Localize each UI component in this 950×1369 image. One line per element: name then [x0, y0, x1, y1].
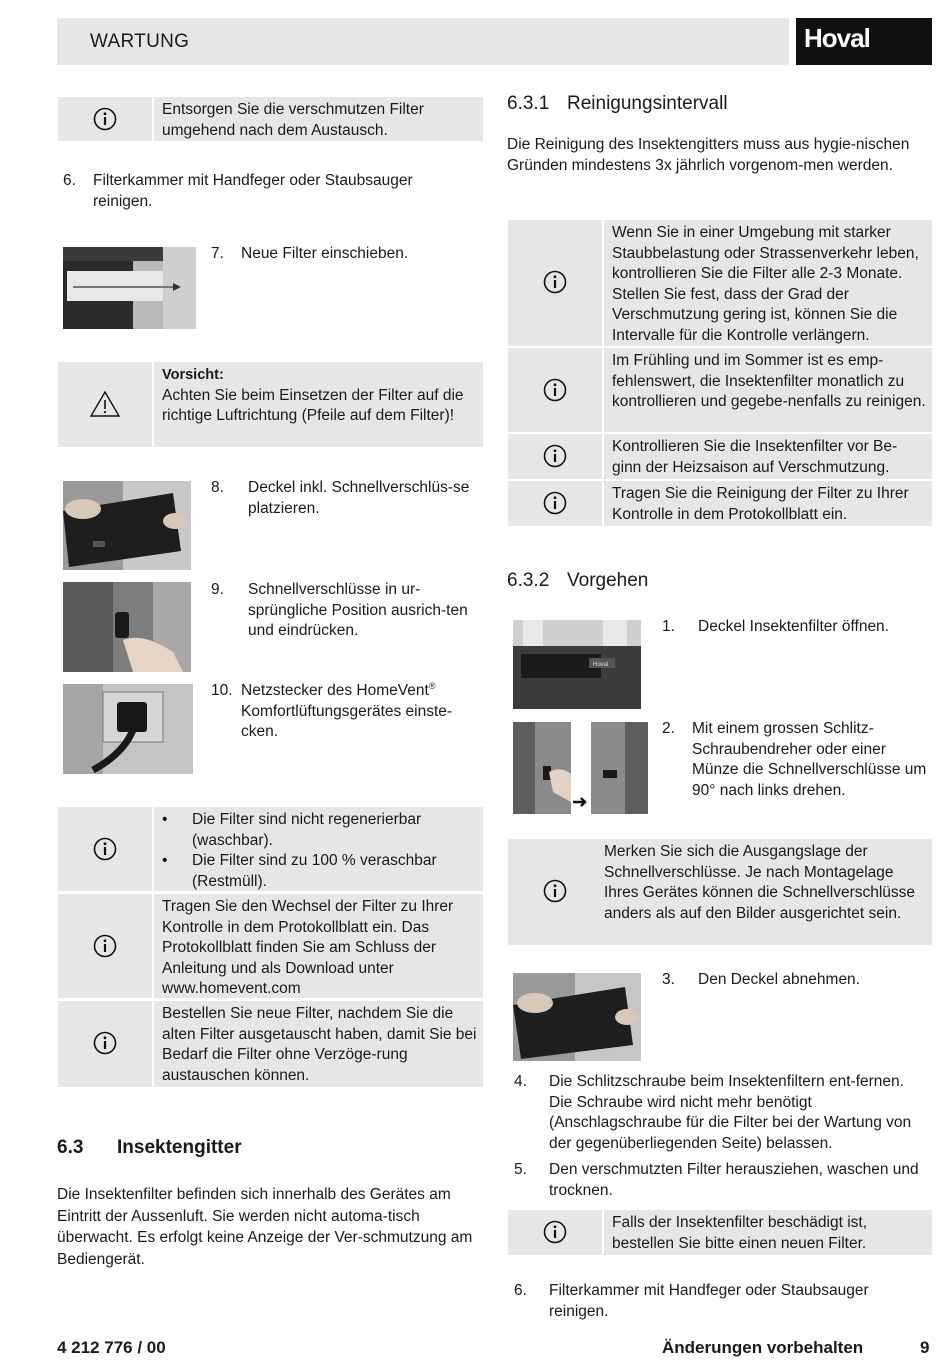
info-icon — [93, 1031, 117, 1055]
info-box-icon-cell — [58, 894, 152, 998]
step-text: Schnellverschlüsse in ur-sprüngliche Position ausrich-ten und eindrücken. — [248, 581, 468, 639]
photo-open-cover — [513, 620, 641, 709]
note-text: Kontrollieren Sie die Insektenfilter vor Be-ginn der Heizsaison auf Verschmutzung. — [612, 438, 898, 476]
step-text: Filterkammer mit Handfeger oder Staubsauger reinigen. — [93, 172, 413, 210]
info-box-position — [598, 839, 932, 945]
info-box-icon-cell — [508, 1210, 602, 1255]
step-number: 2. — [662, 720, 675, 737]
list-item: • Die Filter sind nicht regenerierbar (waschbar). — [162, 811, 422, 849]
info-box-icon-cell — [508, 839, 602, 945]
info-box-dust — [604, 220, 932, 346]
note-text: Bestellen Sie neue Filter, nachdem Sie die alten Filter ausgetauscht haben, damit Sie bei Bedarf die Filter ohne Verzöge-rung austauschen können. — [162, 1005, 477, 1084]
info-box-dispose — [154, 97, 483, 141]
info-icon — [543, 879, 567, 903]
footer-notice: Änderungen vorbehalten — [662, 1338, 864, 1357]
step-text: Deckel Insektenfilter öffnen. — [698, 618, 889, 635]
info-box-icon-cell — [58, 97, 152, 141]
note-text: Entsorgen Sie die verschmutzen Filter umgehend nach dem Austausch. — [162, 101, 424, 139]
step-text — [241, 681, 481, 743]
section-number: 6.3 — [57, 1137, 84, 1158]
step-text-b: Komfortlüftungsgerätes einste-cken. — [241, 702, 453, 740]
info-box-record — [604, 481, 932, 526]
bullet-mark: • — [162, 852, 168, 869]
step-text: Die Schlitzschraube beim Insektenfiltern ent-fernen. Die Schraube wird nicht mehr benötigt (Anschlagschraube für die Filter bei der Wartung von der gegenüberliegenden Seite) belassen. — [549, 1073, 912, 1152]
note-text: Merken Sie sich die Ausgangslage der Schnellverschlüsse. Je nach Montagelage Ihres Gerätes können die Schnellverschlüsse anders als auf den Bilder ausgerichtet sein. — [604, 843, 916, 922]
info-icon — [543, 444, 567, 468]
info-box-icon-cell — [508, 220, 602, 346]
page-number: 9 — [920, 1338, 930, 1357]
info-icon — [543, 1220, 567, 1244]
step-text: Neue Filter einschieben. — [241, 245, 409, 262]
step-text: Den Deckel abnehmen. — [698, 971, 860, 988]
step-number: 10. — [211, 682, 233, 699]
warning-triangle-icon — [89, 390, 121, 418]
info-box-season — [604, 434, 932, 479]
hoval-logo: Hoval — [796, 18, 932, 65]
photo-filter-insert — [63, 247, 196, 329]
step-number: 4. — [514, 1073, 527, 1090]
step-number: 8. — [211, 479, 224, 496]
photo-turn-lock — [513, 722, 648, 814]
note-text: Im Frühling und im Sommer ist es emp-fehlenswert, die Insektenfilter monatlich zu kontrollieren und gegebe-nenfalls zu reinigen. — [612, 352, 926, 410]
step-text: Den verschmutzten Filter herausziehen, waschen und trocknen. — [549, 1161, 919, 1199]
note-text: Falls der Insektenfilter beschädigt ist, bestellen Sie bitte einen neuen Filter. — [612, 1214, 868, 1252]
section-heading: Reinigungsintervall — [567, 93, 728, 114]
document-number: 4 212 776 / 00 — [57, 1338, 166, 1357]
info-box-icon-cell — [508, 481, 602, 526]
info-box-icon-cell — [508, 434, 602, 479]
info-box-protocol — [154, 894, 483, 998]
warning-box — [154, 362, 483, 447]
step-number: 7. — [211, 245, 224, 262]
warning-box-icon-cell — [58, 362, 152, 447]
section-title: WARTUNG — [90, 31, 190, 52]
note-text: Wenn Sie in einer Umgebung mit starker Staubbelastung oder Strassenverkehr leben, kontrollieren Sie die Filter alle 2-3 Monate. Stellen Sie fest, dass der Grad der Verschmutzung gering ist, können Sie die Intervalle für die Kontrolle verlängern. — [612, 224, 919, 344]
info-icon — [543, 491, 567, 515]
info-box-bullets — [154, 807, 483, 891]
step-number: 6. — [63, 172, 76, 189]
info-icon — [543, 270, 567, 294]
info-icon — [93, 837, 117, 861]
step-text: Deckel inkl. Schnellverschlüs-se platzieren. — [248, 479, 470, 517]
caution-text: Achten Sie beim Einsetzen der Filter auf die richtige Luftrichtung (Pfeile auf dem Filter)! — [162, 386, 464, 424]
caution-title: Vorsicht: — [162, 367, 224, 383]
step-number: 6. — [514, 1282, 527, 1299]
section-heading: Vorgehen — [567, 570, 649, 591]
note-text: Tragen Sie die Reinigung der Filter zu Ihrer Kontrolle in dem Protokollblatt ein. — [612, 485, 909, 523]
info-icon — [93, 934, 117, 958]
info-box-spring — [604, 348, 932, 432]
photo-power-plug — [63, 684, 193, 774]
section-number: 6.3.1 — [507, 93, 550, 114]
section-text: Die Reinigung des Insektengitters muss aus hygie-nischen Gründen mindestens 3x jährlich vorgenom-men werden. — [507, 136, 910, 174]
step-number: 1. — [662, 618, 675, 635]
photo-place-cover — [63, 481, 191, 570]
section-heading: Insektengitter — [117, 1137, 242, 1158]
info-icon — [93, 107, 117, 131]
photo-brand-label: Hoval — [593, 662, 609, 668]
bullet-mark: • — [162, 811, 168, 828]
photo-remove-cover — [513, 973, 641, 1061]
step-text: Mit einem grossen Schlitz-Schraubendreher oder einer Münze die Schnellverschlüsse um 90° nach links drehen. — [692, 720, 927, 799]
info-box-order — [154, 1001, 483, 1087]
step-number: 3. — [662, 971, 675, 988]
bullet-list — [162, 810, 477, 892]
step-number: 5. — [514, 1161, 527, 1178]
section-number: 6.3.2 — [507, 570, 550, 591]
info-icon — [543, 378, 567, 402]
registered-mark: ® — [428, 680, 436, 691]
info-box-icon-cell — [58, 807, 152, 891]
note-text: Tragen Sie den Wechsel der Filter zu Ihrer Kontrolle in dem Protokollblatt ein. Das Protokollblatt finden Sie am Schluss der Anleitung und als Download unter www.homevent.com — [162, 898, 454, 997]
info-box-icon-cell — [58, 1001, 152, 1087]
step-number: 9. — [211, 581, 224, 598]
step-text-a: Netzstecker des HomeVent — [241, 682, 429, 699]
step-text: Filterkammer mit Handfeger oder Staubsauger reinigen. — [549, 1282, 869, 1320]
photo-quick-lock — [63, 582, 191, 672]
list-item: • Die Filter sind zu 100 % veraschbar (Restmüll). — [162, 852, 437, 890]
info-box-damaged — [604, 1210, 932, 1255]
section-text: Die Insektenfilter befinden sich innerhalb des Gerätes am Eintritt der Aussenluft. Sie werden nicht automa-tisch überwacht. Es erfolgt keine Anzeige der Ver-schmutzung am Bediengerät. — [57, 1186, 473, 1268]
info-box-icon-cell — [508, 348, 602, 432]
